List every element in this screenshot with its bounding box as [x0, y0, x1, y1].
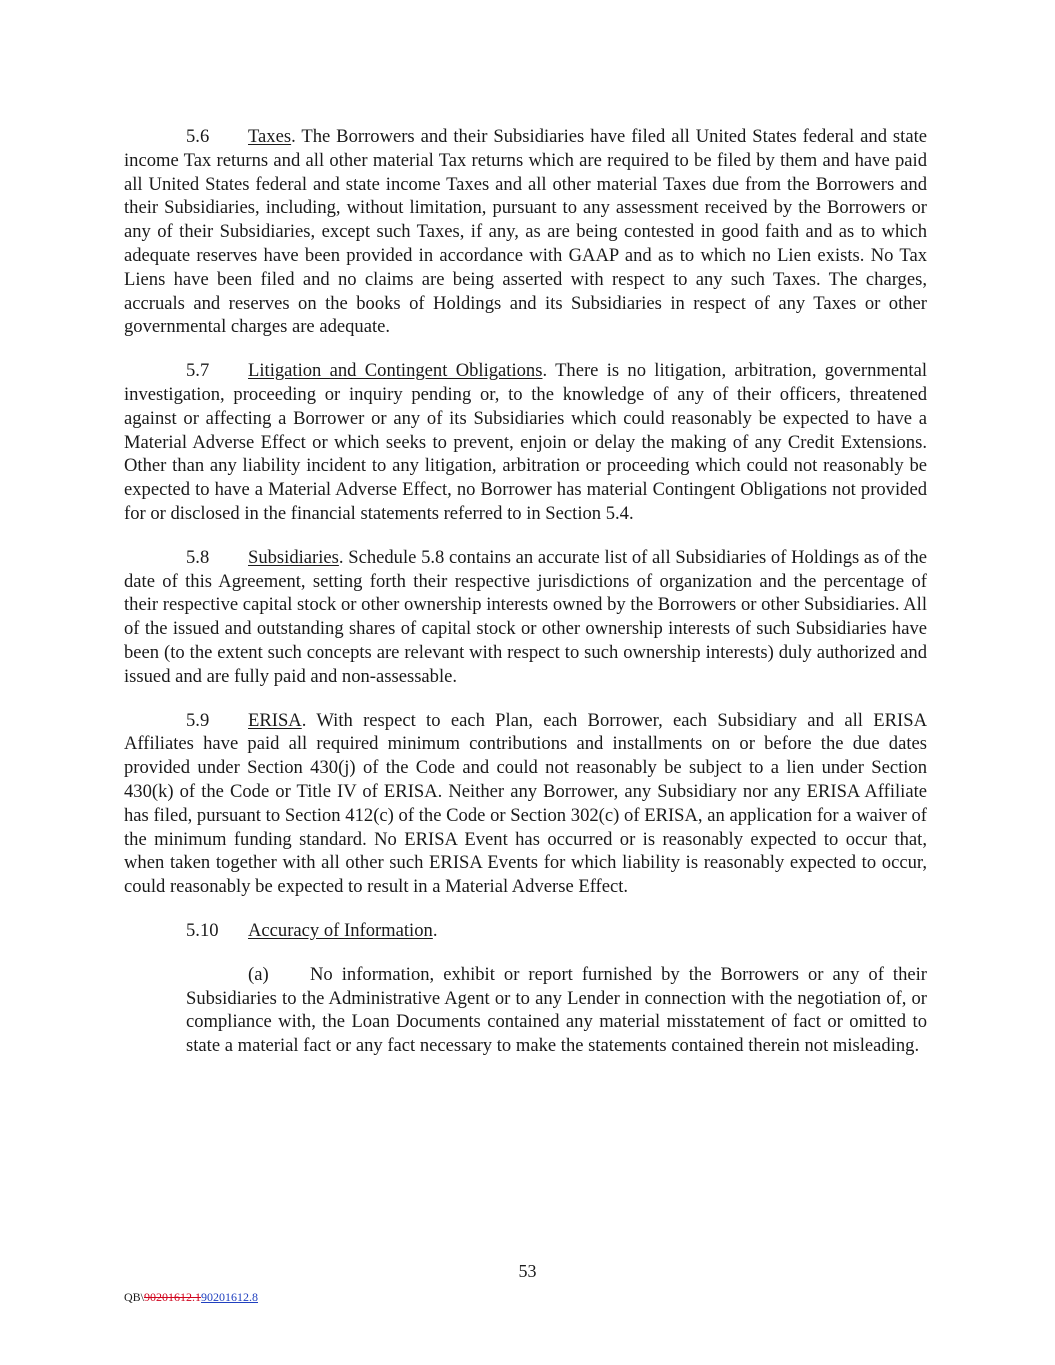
subsection-label: (a) [248, 963, 269, 985]
section-number: 5.10 [186, 919, 219, 941]
document-reference [124, 1290, 258, 1305]
section-number: 5.7 [186, 360, 210, 382]
section-5-7 [124, 359, 927, 526]
section-number: 5.8 [186, 546, 210, 568]
section-body: . The Borrowers and their Subsidiaries have filed all United States federal and state income Tax returns and all other material Tax returns which are required to be filed by them and have paid all United States federal and state income Taxes and all other material Taxes due from the Borrowers and their Subsidiaries, including, without limitation, pursuant to any assessment received by the Borrowers or any of their Subsidiaries, except such Taxes, if any, as are being contested in good faith and as to which adequate reserves have been provided in accordance with GAAP and as to which no Lien exists. No Tax Liens have been filed and no claims are being asserted with respect to any such Taxes. The charges, accruals and reserves on the books of Holdings and its Subsidiaries in respect of any Taxes or other governmental charges are adequate. [124, 126, 927, 338]
doc-ref-inserted: 90201612.8 [201, 1290, 259, 1304]
section-number: 5.6 [186, 126, 210, 147]
doc-ref-deleted: 90201612.1 [144, 1290, 202, 1304]
subsection-a [186, 963, 927, 1058]
section-title: Subsidiaries [248, 546, 339, 568]
section-5-8 [124, 546, 927, 689]
section-body: . [432, 919, 438, 941]
section-number: 5.9 [186, 709, 210, 731]
doc-ref-prefix: QB\ [124, 1290, 145, 1304]
section-body: . There is no litigation, arbitration, governmental investigation, proceeding or inquiry pending or, to the knowledge of any of their officers, threatened against or affecting a Borrower or any of its Subsidiaries which could reasonably be expected to have a Material Adverse Effect or which seeks to prevent, enjoin or delay the making of any Credit Extensions. Other than any liability incident to any litigation, arbitration or proceeding which could not reasonably be expected to have a Material Adverse Effect, no Borrower has material Contingent Obligations not provided for or disclosed in the financial statements referred to in Section 5.4. [124, 360, 927, 524]
section-title: Accuracy of Information [248, 919, 433, 941]
subsection-body: No information, exhibit or report furnished by the Borrowers or any of their Subsidiaries to the Administrative Agent or to any Lender in connection with the negotiation of, or compliance with, the Loan Documents contained any material misstatement of fact or omitted to state a material fact or any fact necessary to make the statements contained therein not misleading. [186, 963, 927, 1057]
section-title: Litigation and Contingent Obligations [248, 360, 543, 382]
section-5-10 [124, 919, 927, 943]
section-title: Taxes [248, 126, 292, 147]
section-body: . With respect to each Plan, each Borrower, each Subsidiary and all ERISA Affiliates have paid all required minimum contributions and installments on or before the due dates provided under Section 430(j) of the Code and could not reasonably be subject to a lien under Section 430(k) of the Code or Title IV of ERISA. Neither any Borrower, any Subsidiary nor any ERISA Affiliate has filed, pursuant to Section 412(c) of the Code or Section 302(c) of ERISA, an application for a waiver of the minimum funding standard. No ERISA Event has occurred or is reasonably expected to occur that, when taken together with all other such ERISA Events for which liability is reasonably expected to occur, could reasonably be expected to result in a Material Adverse Effect. [124, 709, 927, 898]
section-5-6 [124, 125, 927, 339]
section-body: . Schedule 5.8 contains an accurate list of all Subsidiaries of Holdings as of the date of this Agreement, setting forth their respective jurisdictions of organization and the percentage of their respective capital stock or other ownership interests owned by the Borrowers or other Subsidiaries. All of the issued and outstanding shares of capital stock or other ownership interests of such Subsidiaries have been (to the extent such concepts are relevant with respect to such ownership interests) duly authorized and issued and are fully paid and non-assessable. [124, 546, 927, 687]
document-body [124, 125, 927, 1058]
section-title: ERISA [248, 709, 302, 731]
section-5-9 [124, 709, 927, 899]
page-number: 53 [518, 1261, 537, 1281]
